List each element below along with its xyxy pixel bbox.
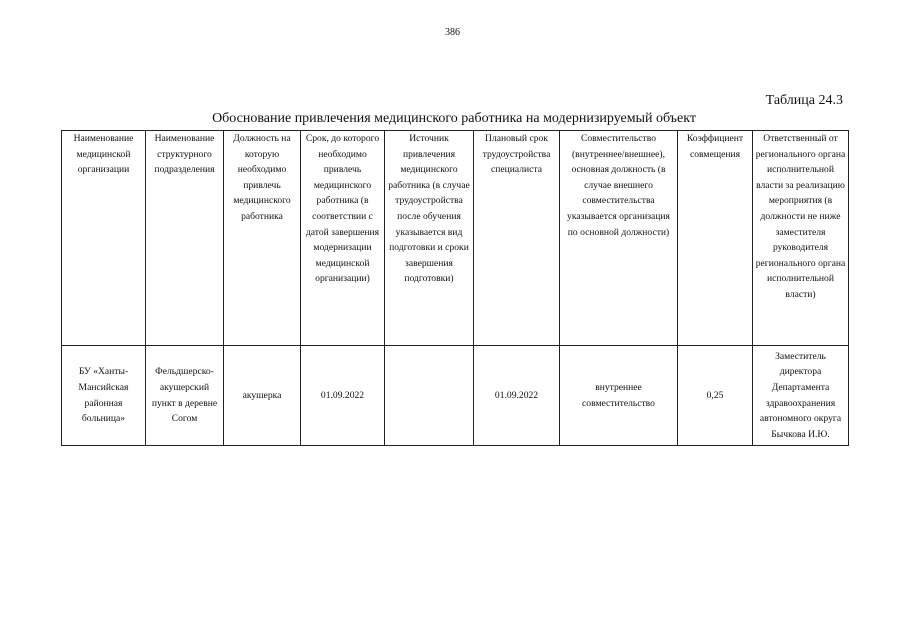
header-subdivision: Наименование структурного подразделения: [146, 131, 224, 346]
table-row: [62, 346, 849, 446]
header-responsible: Ответственный от регионального органа исполнительной власти за реализацию мероприятия (в должности не ниже заместителя руководителя регионального органа исполнительной власти): [753, 131, 849, 346]
header-planned-date: Плановый срок трудоустройства специалиста: [474, 131, 560, 346]
cell-subdivision: Фельдшерско-акушерский пункт в деревне Согом: [146, 346, 224, 446]
header-combination: Совместительство (внутреннее/внешнее), основная должность (в случае внешнего совместительства указывается организация по основной должности): [560, 131, 678, 346]
cell-coefficient: 0,25: [678, 346, 753, 446]
document-title: Обоснование привлечения медицинского работника на модернизируемый объект: [212, 111, 696, 126]
header-row: [62, 131, 849, 346]
cell-deadline: 01.09.2022: [301, 346, 385, 446]
header-position: Должность на которую необходимо привлечь медицинского работника: [224, 131, 301, 346]
cell-planned-date: 01.09.2022: [474, 346, 560, 446]
header-organization: Наименование медицинской организации: [62, 131, 146, 346]
cell-position: акушерка: [224, 346, 301, 446]
header-coefficient: Коэффициент совмещения: [678, 131, 753, 346]
justification-table: [61, 130, 849, 446]
cell-responsible: Заместитель директора Департамента здравоохранения автономного округа Бычкова И.Ю.: [753, 346, 849, 446]
header-deadline: Срок, до которого необходимо привлечь медицинского работника (в соответствии с датой завершения модернизации медицинской организации): [301, 131, 385, 346]
cell-combination: внутреннее совместительство: [560, 346, 678, 446]
table-label: Таблица 24.3: [765, 93, 843, 108]
cell-source: [385, 346, 474, 446]
header-source: Источник привлечения медицинского работника (в случае трудоустройства после обучения указывается вид подготовки и сроки завершения подготовки): [385, 131, 474, 346]
cell-organization: БУ «Ханты-Мансийская районная больница»: [62, 346, 146, 446]
page-number: 386: [445, 27, 460, 38]
